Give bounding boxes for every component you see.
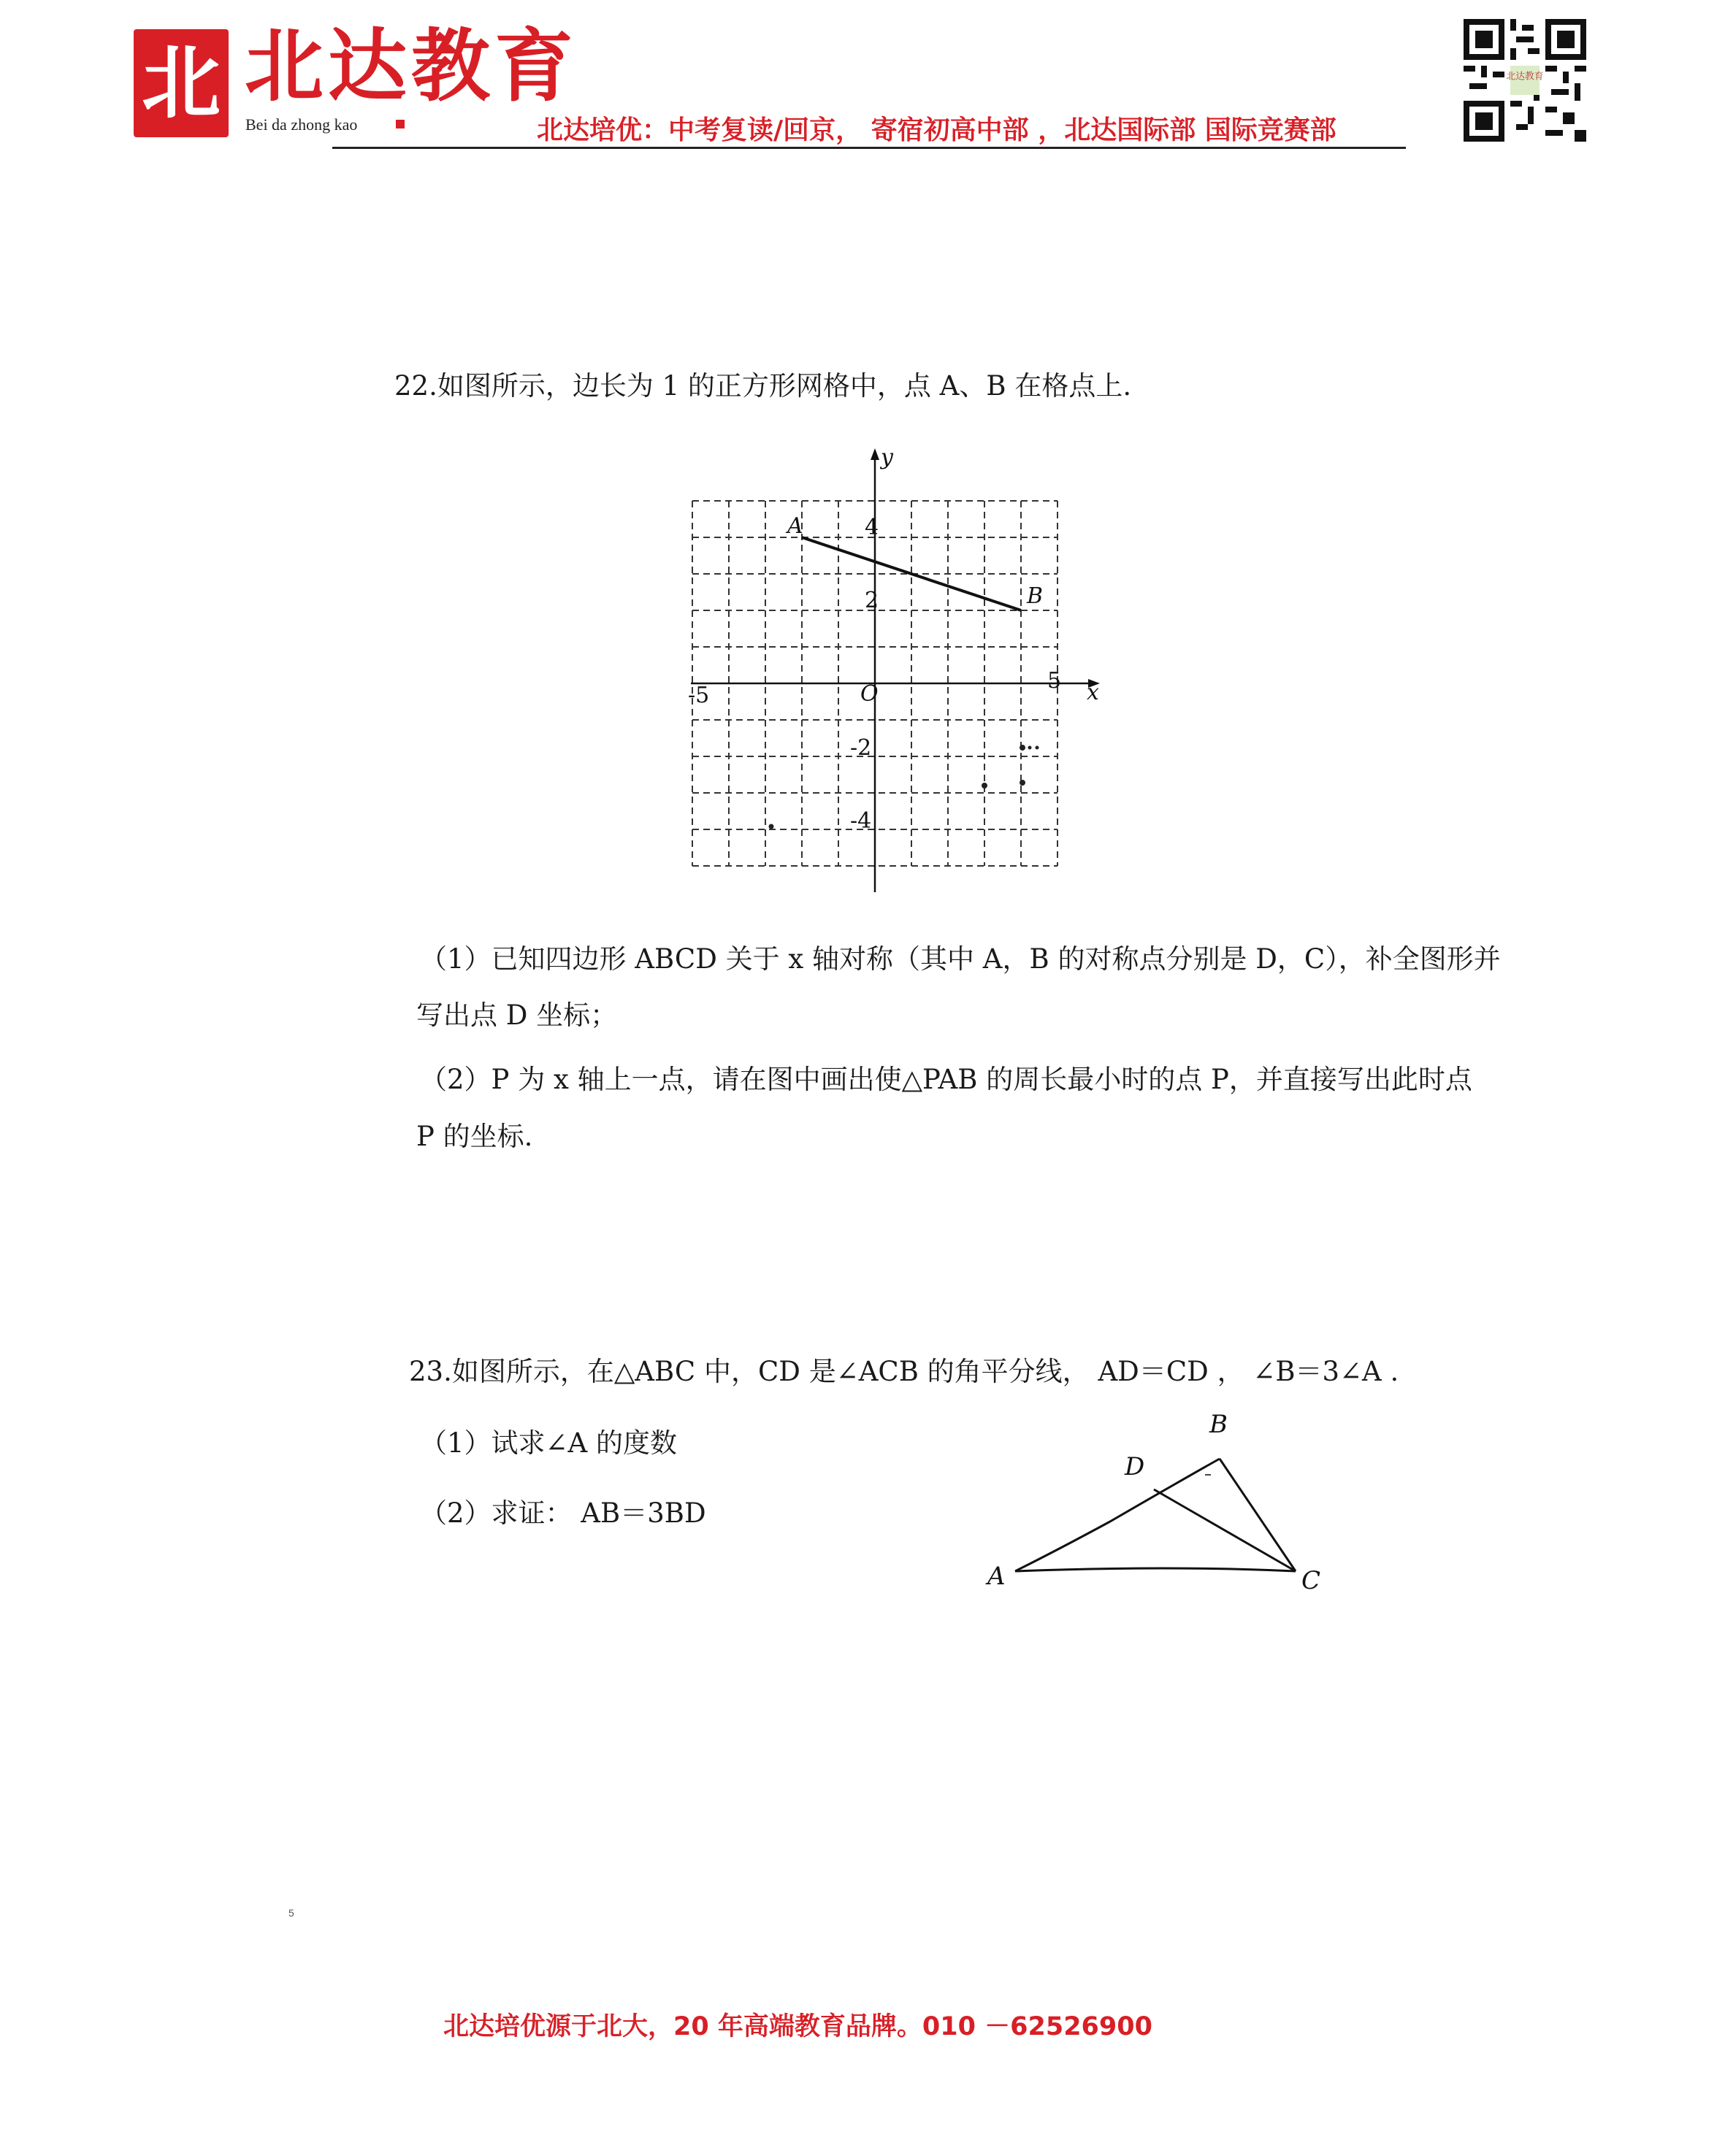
- triangle-figure: [971, 1387, 1351, 1614]
- stray-dot: [1028, 746, 1032, 750]
- header-rule: [332, 147, 1406, 149]
- q22-part2-line2: P 的坐标.: [416, 1121, 533, 1152]
- stray-dot: [1020, 780, 1025, 786]
- brand-name: 北达教育: [245, 20, 578, 112]
- triangle-side-ab: [1015, 1459, 1220, 1571]
- q23-part2: （2）求证： AB＝3BD: [420, 1497, 706, 1529]
- stray-dot: [1020, 745, 1025, 751]
- footer-text: 北达培优源于北大，20 年高端教育品牌。010 －62526900: [443, 2012, 1152, 2041]
- logo: [134, 29, 229, 137]
- vertex-label-c: C: [1301, 1566, 1321, 1595]
- q23-part1: （1）试求∠A 的度数: [420, 1427, 678, 1459]
- tick-label-5: 5: [1047, 668, 1062, 694]
- q23-stem: 23.如图所示，在△ABC 中，CD 是∠ACB 的角平分线， AD＝CD ， ∠B＝3∠A .: [409, 1356, 1399, 1387]
- page-number: 5: [288, 1907, 294, 1919]
- vertex-label-b: B: [1209, 1410, 1228, 1439]
- q22-stem: 22.如图所示，边长为 1 的正方形网格中，点 A、B 在格点上.: [394, 370, 1132, 402]
- q22-part1-line1: （1）已知四边形 ABCD 关于 x 轴对称（其中 A，B 的对称点分别是 D，C），补全图形并: [420, 943, 1501, 975]
- x-axis-label: x: [1087, 680, 1099, 705]
- qr-label: 北达教育: [1506, 71, 1544, 83]
- coordinate-grid: [686, 438, 1110, 905]
- q22-part1-line2: 写出点 D 坐标；: [416, 1000, 618, 1031]
- brand-square-mark: [396, 120, 405, 128]
- triangle-side-ac: [1015, 1568, 1296, 1571]
- tick-label-neg5: -5: [688, 683, 710, 708]
- y-axis-label: y: [881, 445, 893, 470]
- bisector-cd: [1154, 1489, 1296, 1571]
- qr-code: [1464, 19, 1586, 142]
- stray-dot: [1036, 746, 1039, 750]
- tick-label-y4: 4: [865, 515, 879, 540]
- point-b-label: B: [1027, 583, 1044, 609]
- y-axis-arrow: [871, 448, 879, 460]
- point-a-label: A: [787, 513, 803, 539]
- tick-label-y2: 2: [865, 588, 879, 613]
- header-slogan: 北达培优：中考复读/回京， 寄宿初高中部 ，北达国际部 国际竞赛部: [537, 115, 1336, 145]
- brand-subtitle: Bei da zhong kao: [245, 115, 358, 134]
- tick-label-yneg4: -4: [850, 808, 872, 834]
- logo-char: 北: [141, 37, 221, 129]
- vertex-label-d: D: [1125, 1452, 1145, 1481]
- origin-label: O: [860, 681, 879, 707]
- stray-dot: [982, 783, 987, 789]
- q22-part2-line1: （2）P 为 x 轴上一点，请在图中画出使△PAB 的周长最小时的点 P，并直接写出此时点: [420, 1064, 1472, 1095]
- stray-dots: [769, 745, 1039, 829]
- vertex-label-a: A: [987, 1562, 1006, 1591]
- stray-dot: [769, 824, 774, 829]
- tick-label-yneg2: -2: [850, 735, 872, 761]
- triangle-side-bc: [1220, 1459, 1296, 1571]
